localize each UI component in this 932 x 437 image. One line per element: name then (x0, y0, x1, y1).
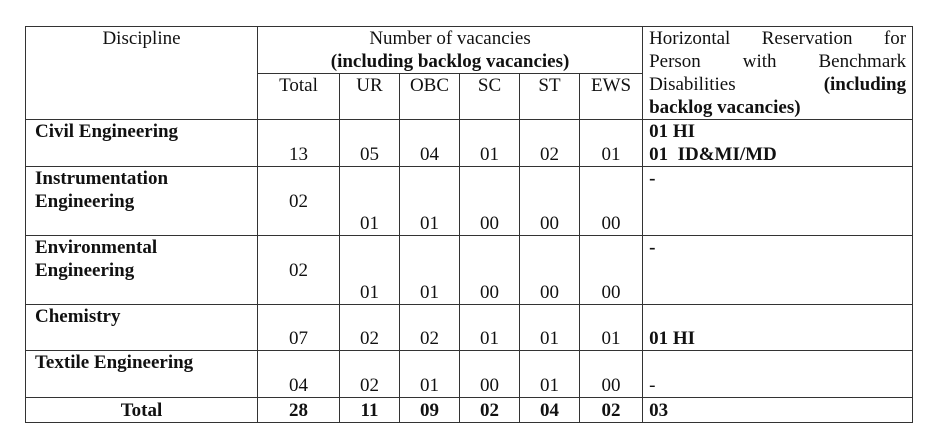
value-ews: 00 (580, 351, 643, 398)
reservation-line: 01 HI (649, 121, 696, 142)
value-ews: 01 (580, 120, 643, 167)
value-total: 07 (258, 305, 340, 351)
discipline-header-label: Discipline (102, 28, 181, 49)
discipline-name-line1: Instrumentation (35, 168, 169, 189)
discipline-name: Textile Engineering (35, 352, 194, 373)
discipline-cell (26, 305, 258, 351)
reservation-line: - (649, 168, 656, 189)
table-row (26, 236, 913, 305)
value-ews: 00 (580, 167, 643, 236)
table-row (26, 120, 913, 167)
col-header-obc: OBC (400, 74, 460, 120)
vacancy-table (25, 26, 913, 423)
discipline-name: Chemistry (35, 306, 121, 327)
discipline-header (26, 27, 258, 120)
reservation-header-line3a: Disabilities (649, 74, 736, 95)
vacancies-header-line2: (including backlog vacancies) (330, 51, 570, 72)
value-ews: 00 (580, 236, 643, 305)
reservation-header-line2: Person with Benchmark (649, 51, 907, 72)
value-st: 02 (520, 120, 580, 167)
reservation-header-line1: Horizontal Reservation for (649, 28, 907, 49)
value-ur: 01 (340, 236, 400, 305)
value-obc: 01 (400, 351, 460, 398)
vacancies-header-line1: Number of vacancies (369, 28, 531, 49)
discipline-name-line2: Engineering (35, 260, 135, 281)
total-value-total: 28 (258, 398, 340, 423)
total-label: Total (26, 398, 258, 423)
col-header-sc: SC (460, 74, 520, 120)
value-st: 00 (520, 167, 580, 236)
reservation-line: - (649, 237, 656, 258)
total-value-ur: 11 (340, 398, 400, 423)
value-obc: 02 (400, 305, 460, 351)
discipline-name-line2: Engineering (35, 191, 135, 212)
col-header-ur: UR (340, 74, 400, 120)
value-total: 02 (258, 236, 340, 305)
reservation-cell (643, 120, 913, 167)
discipline-cell (26, 120, 258, 167)
total-reservation: 03 (643, 398, 913, 423)
value-st: 01 (520, 351, 580, 398)
reservation-header-line4: backlog vacancies) (649, 97, 801, 118)
value-ur: 02 (340, 305, 400, 351)
value-ur: 05 (340, 120, 400, 167)
value-obc: 01 (400, 167, 460, 236)
header-row-1 (26, 27, 913, 74)
total-value-obc: 09 (400, 398, 460, 423)
value-st: 00 (520, 236, 580, 305)
value-total: 04 (258, 351, 340, 398)
table-row (26, 351, 913, 398)
total-value-ews: 02 (580, 398, 643, 423)
col-header-total: Total (258, 74, 340, 120)
discipline-name: Civil Engineering (35, 121, 179, 142)
total-value-sc: 02 (460, 398, 520, 423)
value-ur: 01 (340, 167, 400, 236)
reservation-line: 01 HI (649, 328, 696, 349)
table-row (26, 305, 913, 351)
col-header-st: ST (520, 74, 580, 120)
reservation-header (643, 27, 913, 120)
reservation-line: - (649, 375, 656, 396)
value-total: 13 (258, 120, 340, 167)
reservation-header-line3b: (including (823, 74, 907, 95)
value-sc: 00 (460, 351, 520, 398)
value-sc: 00 (460, 236, 520, 305)
reservation-line: 01 ID&MI/MD (649, 144, 777, 165)
col-header-ews: EWS (580, 74, 643, 120)
value-ews: 01 (580, 305, 643, 351)
value-obc: 04 (400, 120, 460, 167)
reservation-header-line3 (649, 73, 906, 96)
value-sc: 01 (460, 305, 520, 351)
reservation-cell (643, 305, 913, 351)
discipline-name-line1: Environmental (35, 237, 158, 258)
discipline-cell (26, 351, 258, 398)
value-total: 02 (258, 167, 340, 236)
table-row (26, 167, 913, 236)
total-value-st: 04 (520, 398, 580, 423)
reservation-cell (643, 351, 913, 398)
reservation-cell (643, 236, 913, 305)
vacancies-header (258, 27, 643, 74)
value-st: 01 (520, 305, 580, 351)
value-sc: 01 (460, 120, 520, 167)
discipline-cell (26, 236, 258, 305)
total-row (26, 398, 913, 423)
reservation-cell (643, 167, 913, 236)
discipline-cell (26, 167, 258, 236)
value-obc: 01 (400, 236, 460, 305)
value-ur: 02 (340, 351, 400, 398)
value-sc: 00 (460, 167, 520, 236)
